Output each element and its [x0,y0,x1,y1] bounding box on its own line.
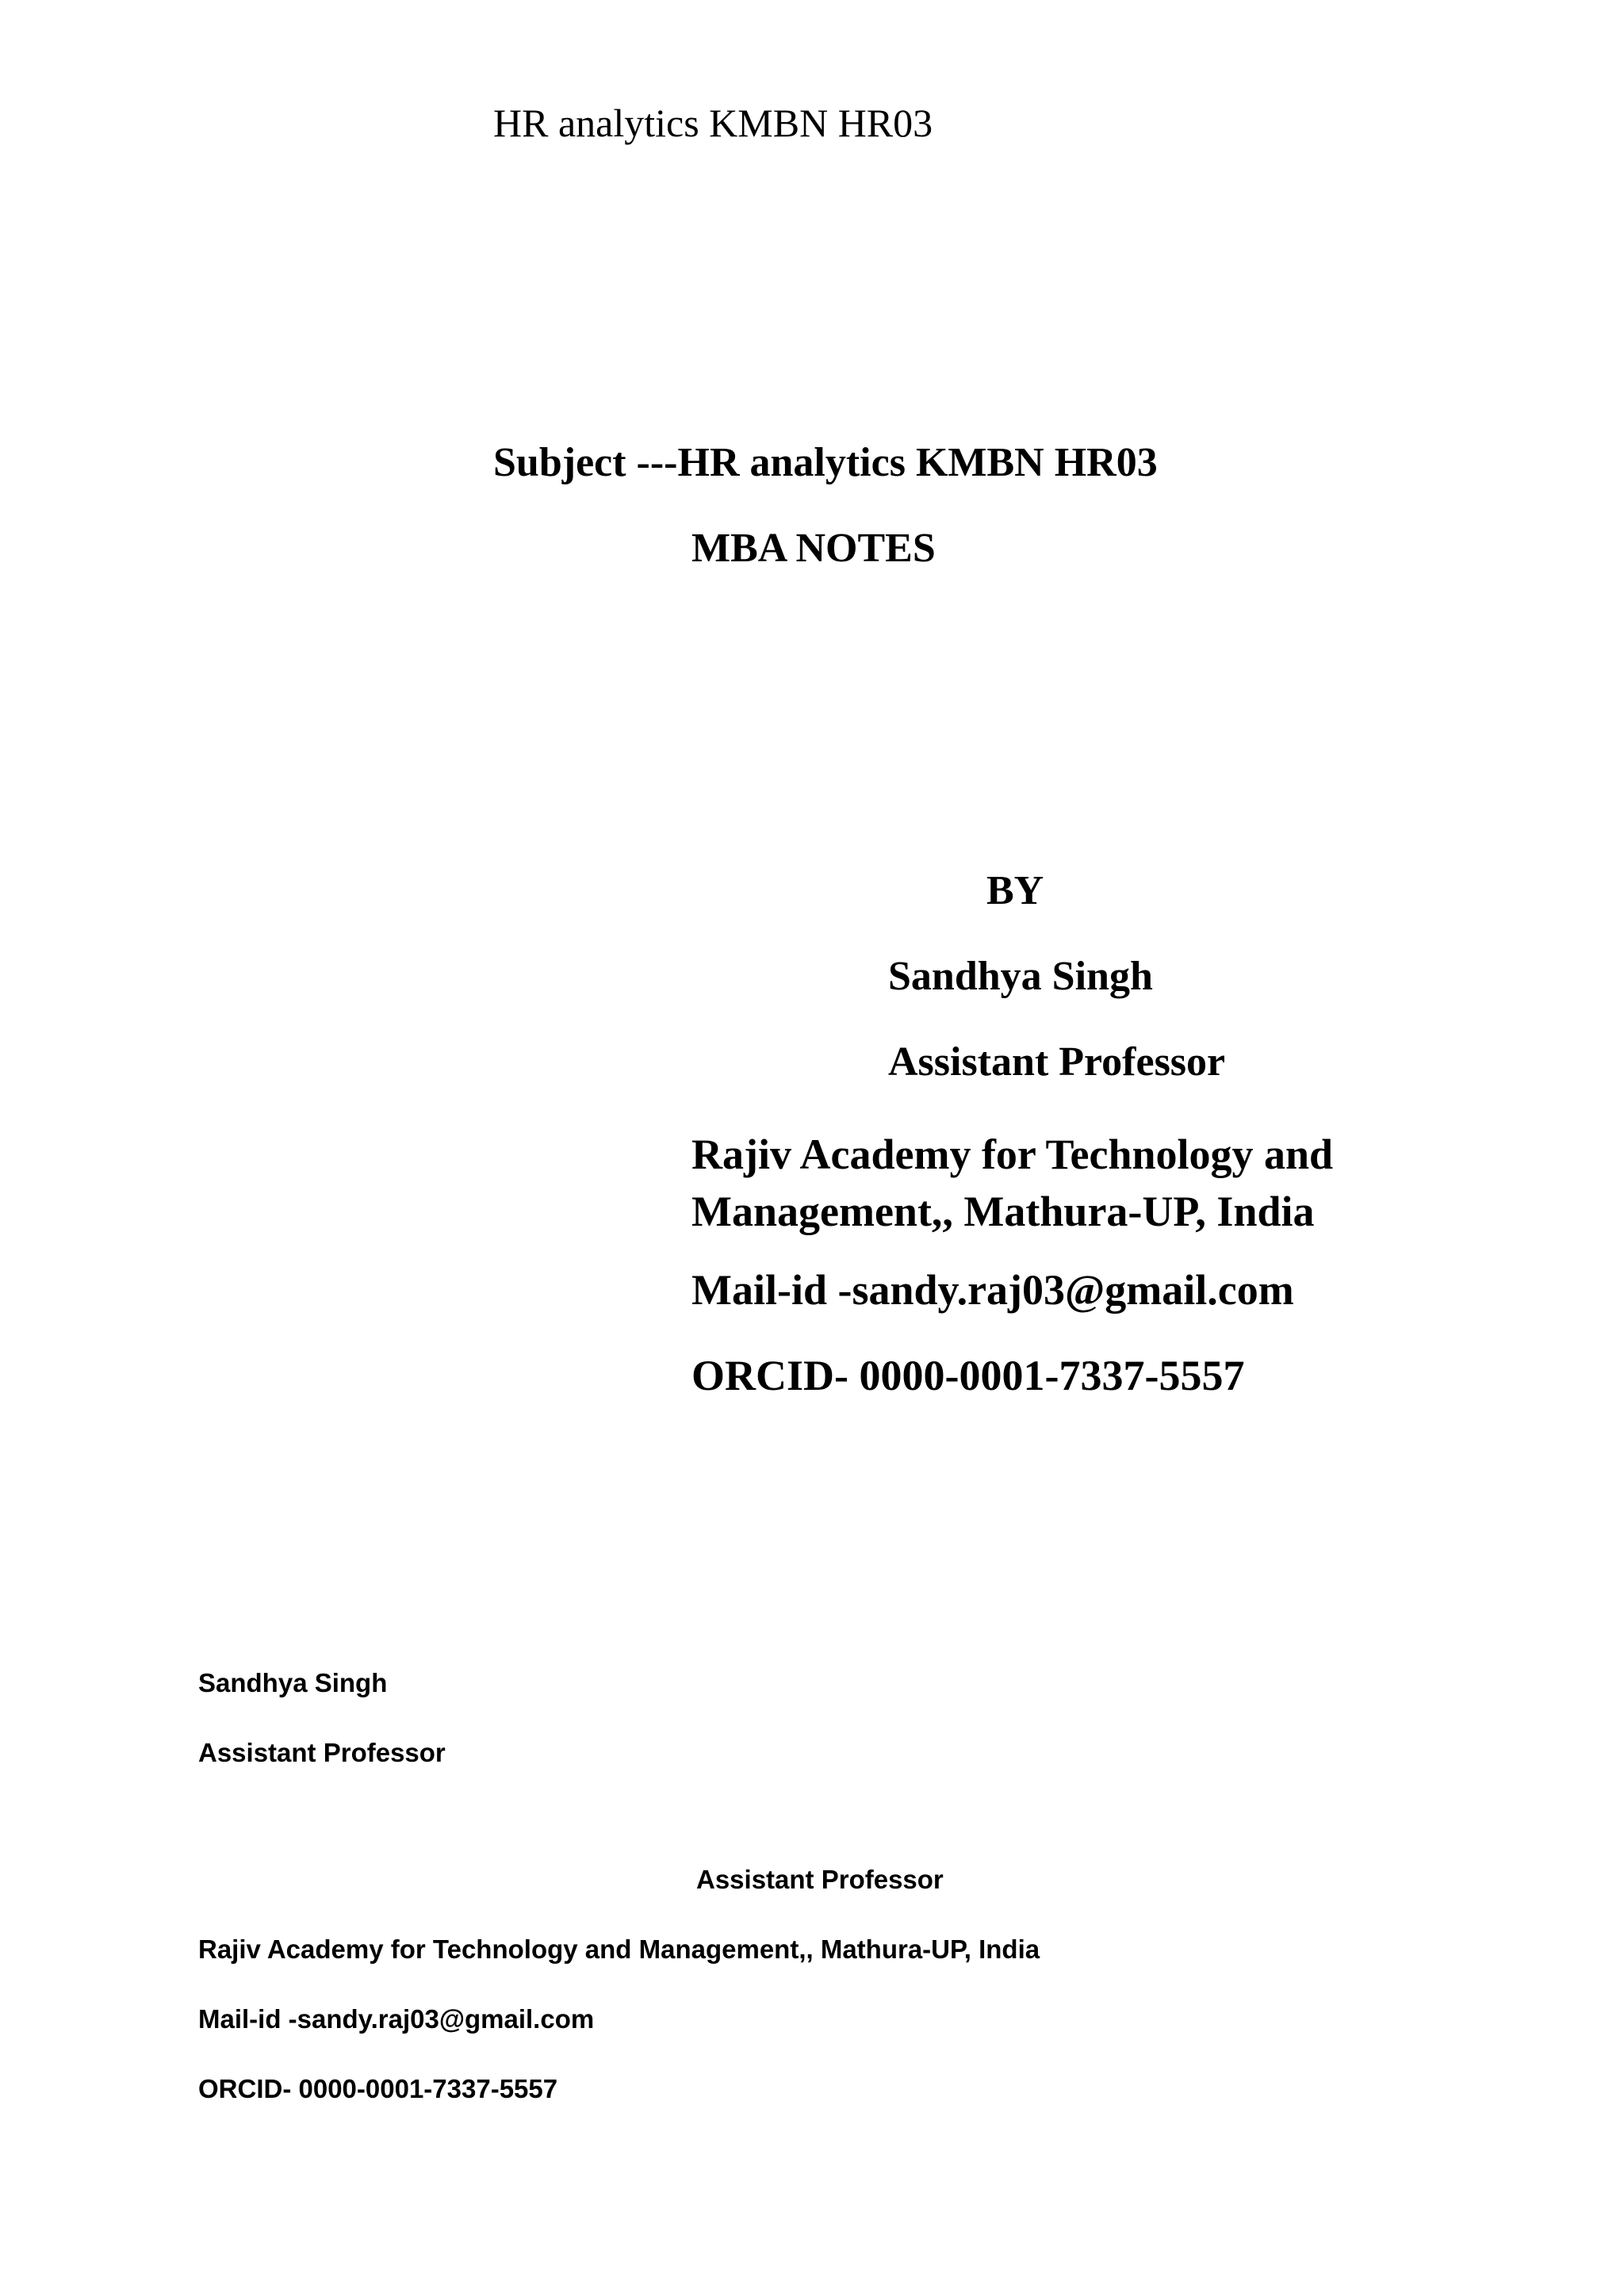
footer-author-name: Sandhya Singh [198,1668,388,1697]
author-name: Sandhya Singh [888,954,1153,999]
author-email: Mail-id -sandy.raj03@gmail.com [691,1266,1294,1314]
author-institution: Rajiv Academy for Technology and Management,, Mathura-UP, India [691,1131,1334,1235]
notes-heading: MBA NOTES [691,526,936,571]
author-orcid: ORCID- 0000-0001-7337-5557 [691,1352,1245,1399]
footer-author-title-centered: Assistant Professor [696,1865,944,1894]
by-label: BY [986,868,1044,913]
footer-institution: Rajiv Academy for Technology and Management,, Mathura-UP, India [198,1934,1040,1964]
footer-author-title: Assistant Professor [198,1738,446,1767]
page-header-title: HR analytics KMBN HR03 [493,101,933,145]
author-title: Assistant Professor [888,1039,1226,1085]
footer-email: Mail-id -sandy.raj03@gmail.com [198,2004,595,2034]
subject-heading: Subject ---HR analytics KMBN HR03 [493,440,1158,485]
footer-orcid: ORCID- 0000-0001-7337-5557 [198,2074,558,2103]
